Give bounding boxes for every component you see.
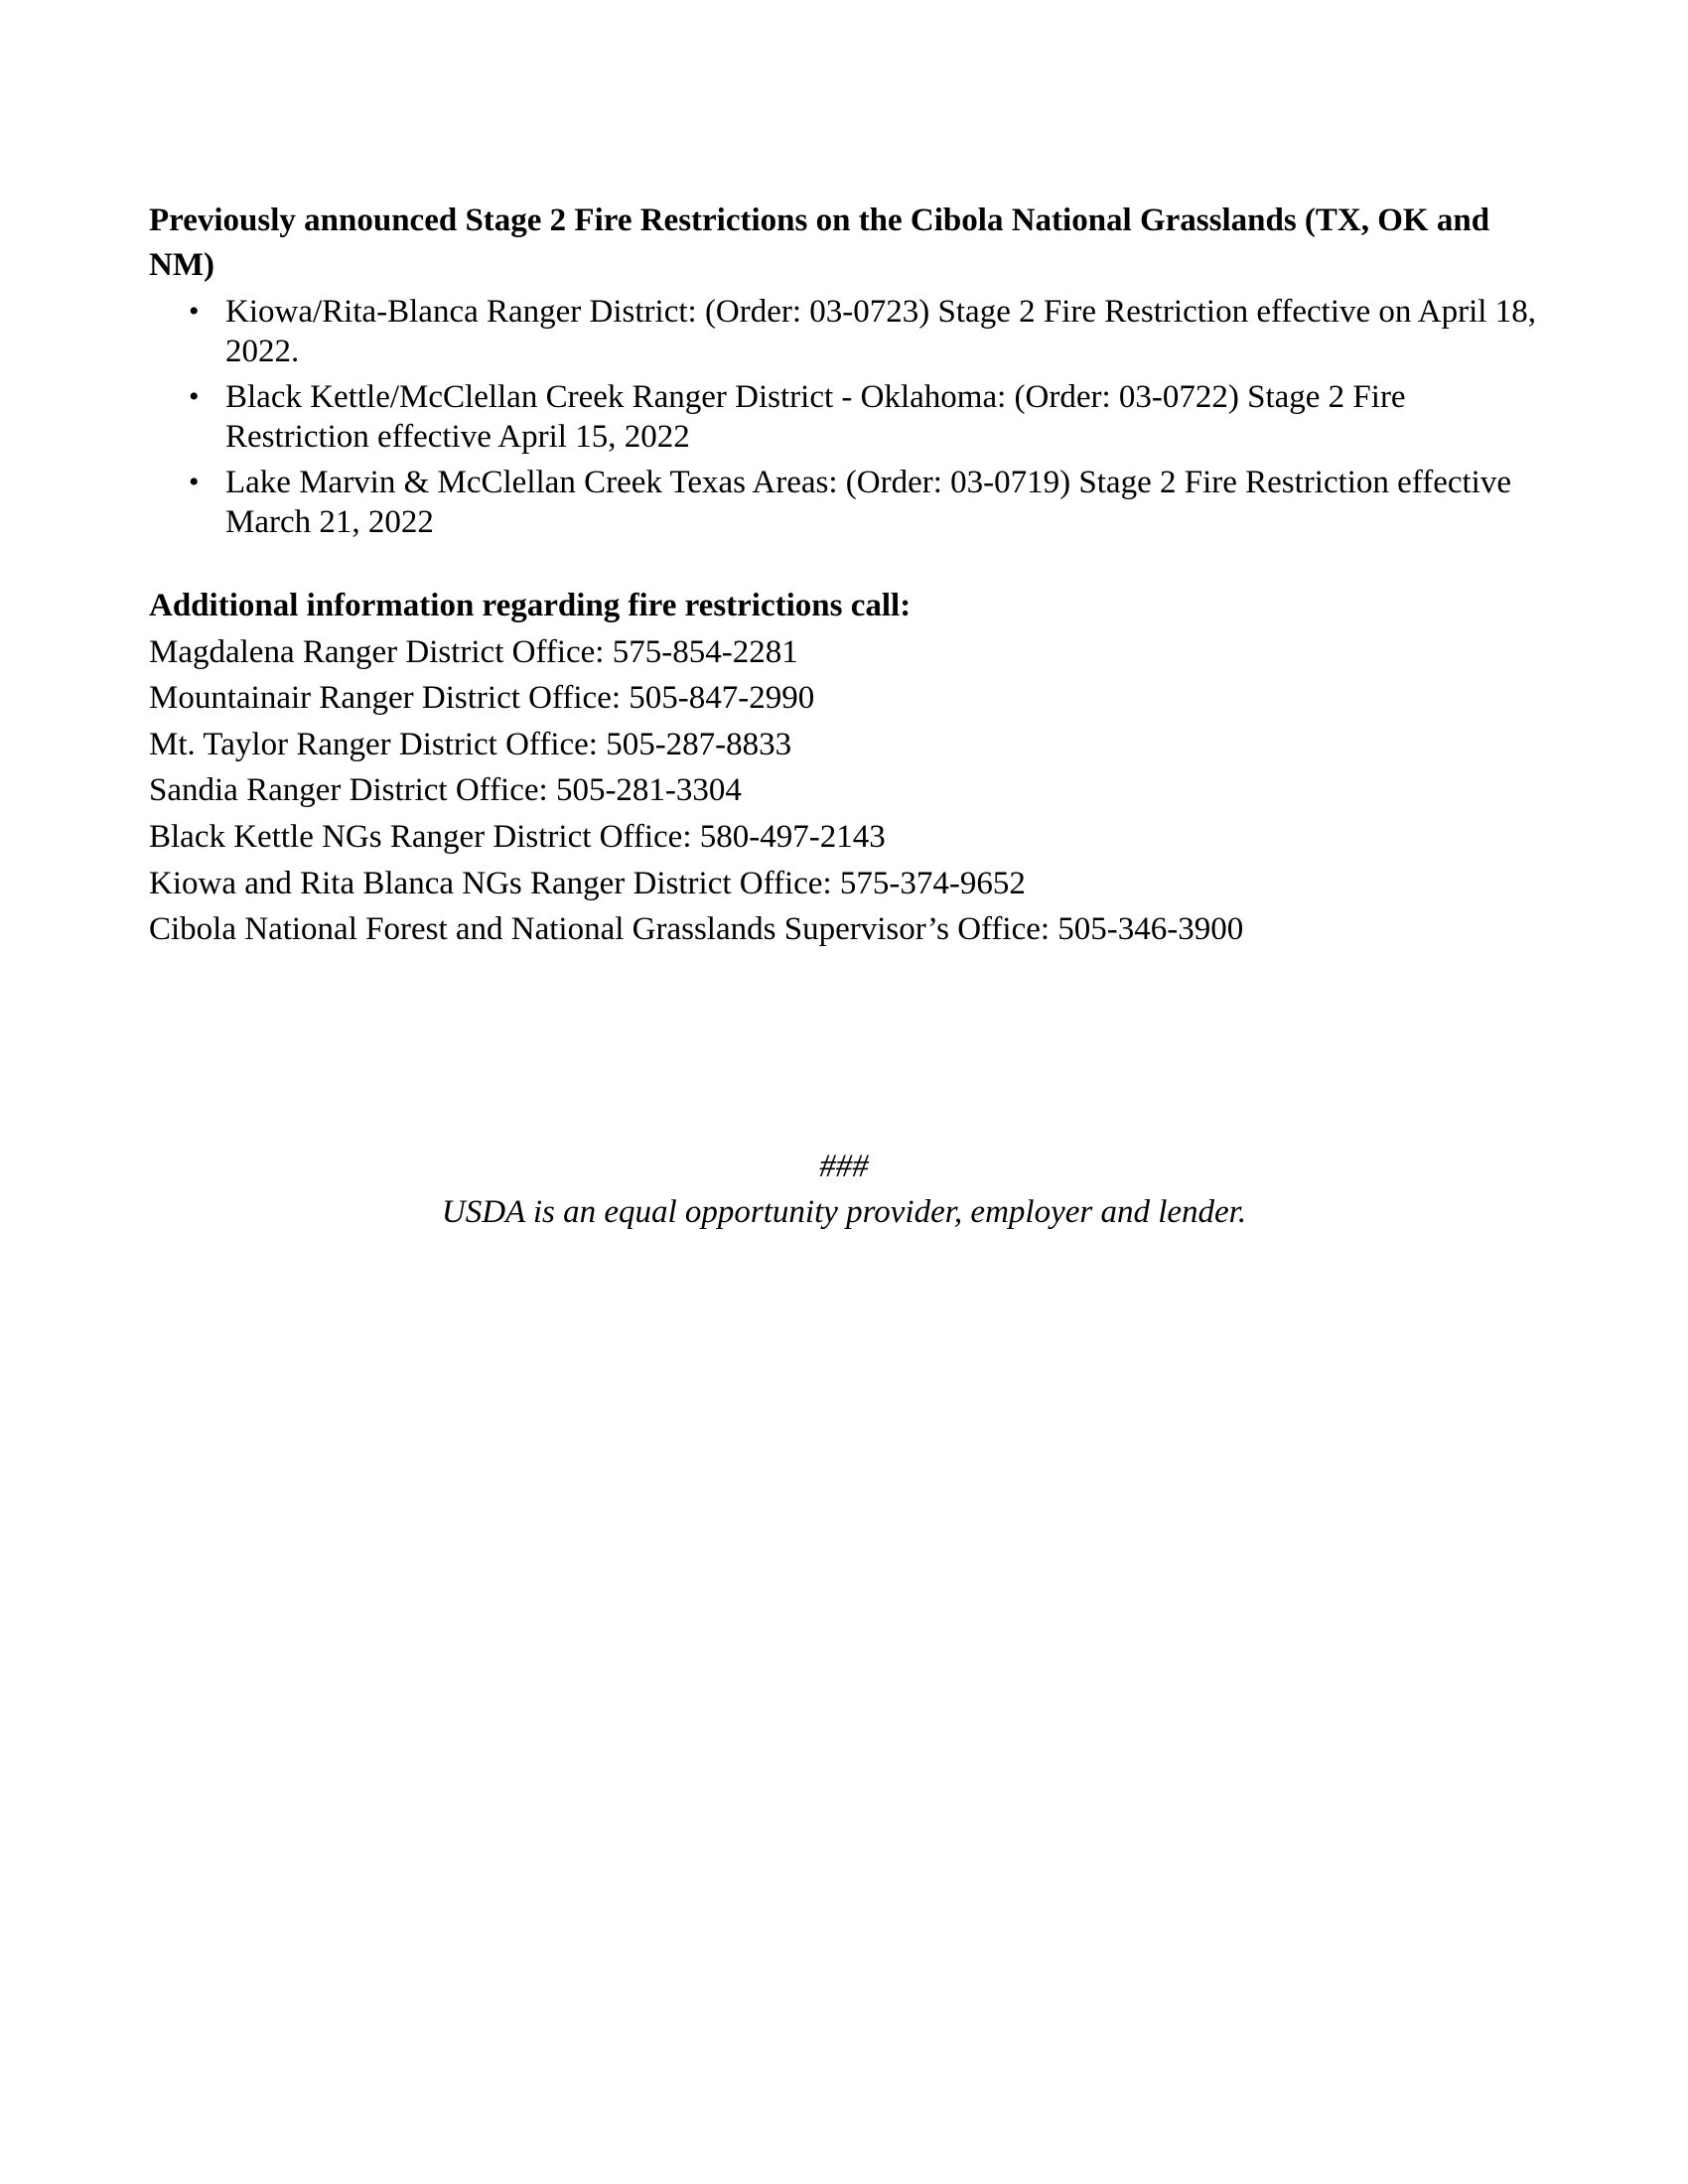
bullet-icon: •: [189, 380, 200, 413]
list-item: [149, 377, 1539, 457]
equal-opportunity-tagline: USDA is an equal opportunity provider, employer and lender.: [441, 1193, 1247, 1230]
contacts-heading: Additional information regarding fire restrictions call:: [149, 588, 912, 623]
list-item: [149, 292, 1539, 371]
contact-line: Mountainair Ranger District Office: 505-847-2990: [149, 680, 815, 717]
contact-line: Mt. Taylor Ranger District Office: 505-287-8833: [149, 726, 792, 762]
contact-line: Kiowa and Rita Blanca NGs Ranger District Office: 575-374-9652: [149, 865, 1026, 901]
contact-line: Sandia Ranger District Office: 505-281-3304: [149, 772, 742, 809]
list-item-text: Kiowa/Rita-Blanca Ranger District: (Order: 03-0723) Stage 2 Fire Restriction effective on April 18, 2022.: [225, 294, 1536, 369]
previous-restrictions-heading: Previously announced Stage 2 Fire Restrictions on the Cibola National Grasslands (TX, OK and NM): [149, 203, 1490, 283]
list-item: [149, 463, 1539, 542]
bullet-icon: •: [189, 295, 200, 328]
contact-line: Magdalena Ranger District Office: 575-854-2281: [149, 633, 798, 670]
contact-line: Cibola National Forest and National Grasslands Supervisor’s Office: 505-346-3900: [149, 911, 1244, 948]
contact-line: Black Kettle NGs Ranger District Office: 580-497-2143: [149, 818, 886, 855]
document-footer: [149, 1144, 1539, 1235]
end-mark: ###: [819, 1148, 869, 1184]
list-item-text: Lake Marvin & McClellan Creek Texas Areas: (Order: 03-0719) Stage 2 Fire Restriction effective March 21, 2022: [225, 465, 1511, 540]
list-item-text: Black Kettle/McClellan Creek Ranger District - Oklahoma: (Order: 03-0722) Stage 2 Fire Restriction effective April 15, 2022: [225, 379, 1406, 455]
contacts-section: [149, 583, 1539, 953]
bullet-icon: •: [189, 466, 200, 498]
previous-restrictions-list: [149, 292, 1539, 542]
